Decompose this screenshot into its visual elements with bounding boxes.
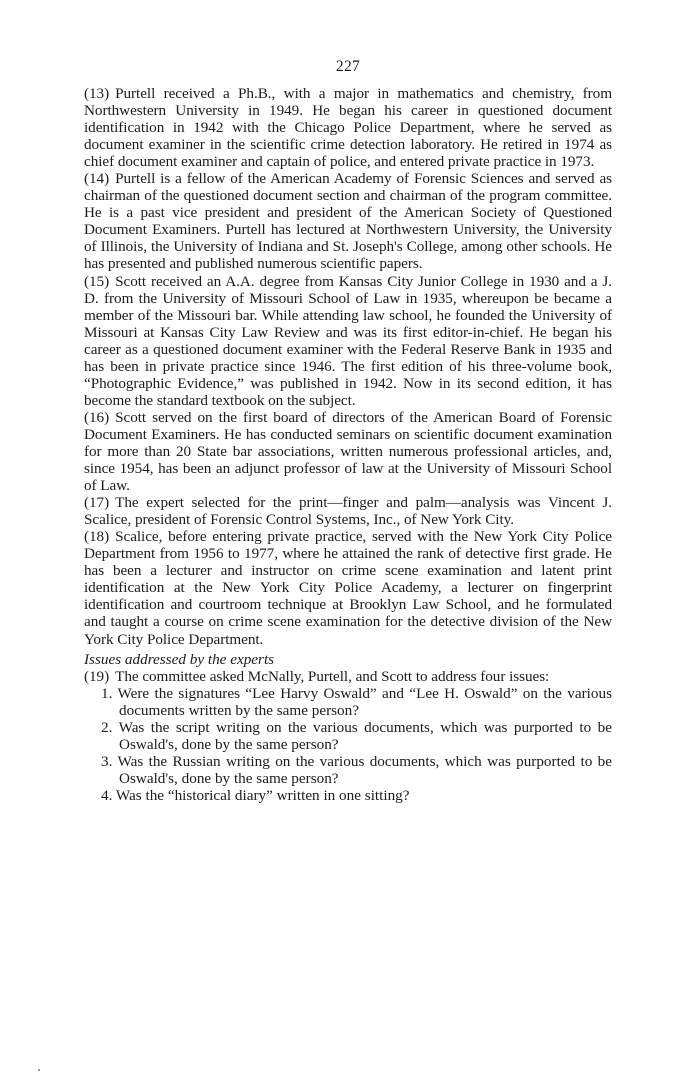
paragraph-number: (17) — [84, 494, 110, 512]
paragraph-text: Scalice, before entering private practice, served with the New York City Police Department from 1956 to 1977, where he attained the rank of detective first grade. He has been a lecturer and instructor on crime scene examination and latent print identification at the New York City Police Academy, a lecturer on fingerprint identification and courtroom technique at Brooklyn Law School, and he formulated and taught a course on crime scene examination for the detective division of the New York City Police Department. — [84, 528, 612, 648]
paragraph-14 — [84, 170, 612, 272]
issue-item — [84, 753, 612, 787]
paragraph-18 — [84, 528, 612, 647]
section-heading: Issues addressed by the experts — [84, 650, 275, 668]
paragraph-text: Scott received an A.A. degree from Kansas City Junior College in 1930 and a J. D. from the University of Missouri School of Law in 1935, whereupon be became a member of the Missouri bar. While attending law school, he founded the University of Missouri at Kansas City Law Review and was its first editor-in-chief. He began his career as a questioned document examiner with the Federal Reserve Bank in 1935 and has been in private practice since 1946. The first edition of his three-volume book, “Photographic Evidence,” was published in 1942. Now in its second edition, it has become the standard textbook on the subject. — [84, 272, 612, 409]
paragraph-text: Purtell received a Ph.B., with a major in mathematics and chemistry, from Northwestern University in 1949. He began his career in questioned document identification in 1942 with the Chicago Police Department, where he served as document examiner in the scientific crime detection laboratory. He retired in 1974 as chief document examiner and captain of police, and entered private practice in 1973. — [84, 85, 612, 171]
paragraph-text: Scott served on the first board of directors of the American Board of Forensic Document Examiners. He has conducted seminars on scientific document examination for more than 20 State bar associations, written numerous professional articles, and, since 1954, has been an adjunct professor of law at the University of Missouri School of Law. — [84, 408, 612, 495]
issue-item — [84, 685, 612, 719]
issue-item — [84, 719, 612, 753]
paragraph-number: (14) — [84, 170, 110, 188]
issue-item — [84, 787, 612, 804]
paragraph-16 — [84, 409, 612, 494]
scan-speck — [38, 1069, 40, 1071]
issue-text: Was the “historical diary” written in one sitting? — [115, 786, 410, 804]
document-page — [84, 58, 612, 804]
issue-text: Was the Russian writing on the various documents, which was purported to be Oswald's, done by the same person? — [117, 752, 612, 787]
issues-list — [84, 685, 612, 804]
page-number: 227 — [335, 58, 361, 75]
paragraph-number: (15) — [84, 272, 110, 290]
issue-number: 1. — [101, 684, 113, 702]
paragraph-15 — [84, 273, 612, 409]
issue-number: 4. — [101, 786, 113, 804]
paragraph-17 — [84, 494, 612, 528]
paragraph-number: (13) — [84, 85, 110, 102]
issue-number: 3. — [101, 752, 113, 770]
paragraph-13 — [84, 85, 612, 170]
paragraph-number: (19) — [84, 667, 110, 685]
paragraph-number: (18) — [84, 528, 110, 546]
paragraph-text: Purtell is a fellow of the American Academy of Forensic Sciences and served as chairman of the questioned document section and chairman of the program committee. He is a past vice president and president of the American Society of Questioned Document Examiners. Purtell has lectured at Northwestern University, the University of Illinois, the University of Indiana and St. Joseph's College, among other schools. He has presented and published numerous scientific papers. — [84, 170, 612, 273]
paragraph-text: The expert selected for the print—finger and palm—analysis was Vincent J. Scalice, president of Forensic Control Systems, Inc., of New York City. — [84, 494, 612, 529]
issue-number: 2. — [101, 718, 113, 736]
issue-text: Was the script writing on the various documents, which was purported to be Oswald's, done by the same person? — [118, 718, 612, 753]
paragraph-19 — [84, 668, 612, 685]
issue-text: Were the signatures “Lee Harvy Oswald” and “Lee H. Oswald” on the various documents written by the same person? — [117, 684, 612, 719]
paragraph-number: (16) — [84, 408, 110, 426]
paragraph-text: The committee asked McNally, Purtell, and Scott to address four issues: — [115, 667, 550, 685]
